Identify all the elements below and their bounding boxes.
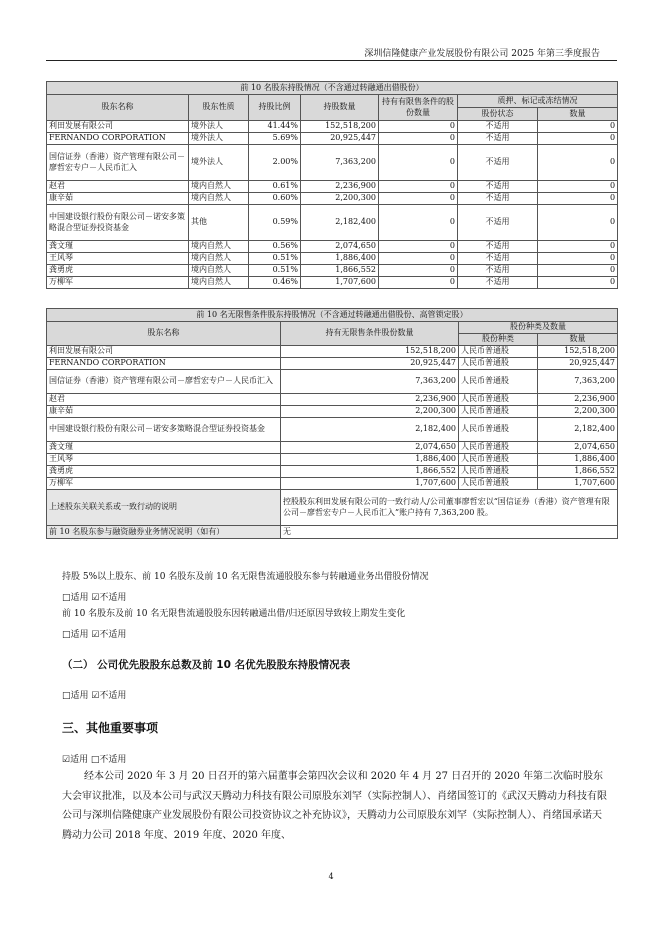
share-count: 2,074,650 bbox=[538, 442, 618, 454]
pledge-status: 不适用 bbox=[458, 133, 538, 145]
relation-text: 控股股东利田发展有限公司的一致行动人/公司董事廖哲宏以“国信证券（香港）资产管理有限公司－廖哲宏专户－人民币汇入”账户持有 7,363,200 股。 bbox=[281, 490, 618, 526]
col2-qty: 持有无限售条件股份数量 bbox=[281, 322, 459, 346]
holding-qty: 7,363,200 bbox=[301, 145, 379, 181]
pledge-count: 0 bbox=[538, 121, 618, 133]
restricted-qty: 0 bbox=[379, 181, 458, 193]
col-qty: 持股数量 bbox=[301, 95, 379, 121]
shareholder-name: 中国建设银行股份有限公司－诺安多策略混合型证券投资基金 bbox=[47, 205, 189, 241]
table-row bbox=[47, 394, 618, 406]
shareholder-nature: 境内自然人 bbox=[189, 253, 249, 265]
holding-qty: 1,886,400 bbox=[301, 253, 379, 265]
note-lending-change: 前 10 名股东及前 10 名无限售流通股股东因转融通出借/归还原因导致较上期发生变化 bbox=[62, 609, 406, 619]
unrestricted-qty: 2,074,650 bbox=[281, 442, 459, 454]
pledge-count: 0 bbox=[538, 205, 618, 241]
share-count: 2,182,400 bbox=[538, 418, 618, 442]
holding-ratio: 41.44% bbox=[249, 121, 301, 133]
holding-qty: 2,074,650 bbox=[301, 241, 379, 253]
shareholder-name: 龚文瑾 bbox=[47, 241, 189, 253]
share-type: 人民币普通股 bbox=[459, 358, 538, 370]
pledge-count: 0 bbox=[538, 181, 618, 193]
unrestricted-qty: 1,886,400 bbox=[281, 454, 459, 466]
table-row bbox=[47, 181, 618, 193]
unrestricted-qty: 1,707,600 bbox=[281, 478, 459, 490]
restricted-qty: 0 bbox=[379, 145, 458, 181]
col-nature: 股东性质 bbox=[189, 95, 249, 121]
col2-type-group: 股份种类及数量 bbox=[459, 322, 618, 334]
pledge-status: 不适用 bbox=[458, 253, 538, 265]
table-row bbox=[47, 418, 618, 442]
restricted-qty: 0 bbox=[379, 193, 458, 205]
shareholder-nature: 境内自然人 bbox=[189, 181, 249, 193]
pledge-count: 0 bbox=[538, 265, 618, 277]
table-row bbox=[47, 370, 618, 394]
table-row bbox=[47, 193, 618, 205]
share-type: 人民币普通股 bbox=[459, 370, 538, 394]
section2-options: □适用 ☑不适用 bbox=[62, 691, 127, 701]
share-type: 人民币普通股 bbox=[459, 346, 538, 358]
unrestricted-qty: 7,363,200 bbox=[281, 370, 459, 394]
shareholder-name: 万柳军 bbox=[47, 478, 281, 490]
pledge-status: 不适用 bbox=[458, 241, 538, 253]
table-row bbox=[47, 121, 618, 133]
table-row bbox=[47, 406, 618, 418]
table-row bbox=[47, 346, 618, 358]
pledge-status: 不适用 bbox=[458, 277, 538, 289]
shareholder-nature: 境内自然人 bbox=[189, 277, 249, 289]
unrestricted-qty: 1,866,552 bbox=[281, 466, 459, 478]
section3-body: 经本公司 2020 年 3 月 20 日召开的第六届董事会第四次会议和 2020 年 4 月 27 日召开的 2020 年第二次临时股东大会审议批准，以及本公司与武汉天腾动力科技有限公司原股东刘罕（实际控制人）、肖绪国签订的《武汉天腾动力科技有限公司与深圳信隆健康产业发展股份有限公司投资协议之补充协议》，天腾动力公司原股东刘罕（实际控制人）、肖绪国承诺天腾动力公司 2018 年度、2019 年度、2020 年度、 bbox=[62, 771, 607, 841]
holding-qty: 1,707,600 bbox=[301, 277, 379, 289]
pledge-count: 0 bbox=[538, 193, 618, 205]
share-count: 7,363,200 bbox=[538, 370, 618, 394]
table-row bbox=[47, 478, 618, 490]
holding-ratio: 5.69% bbox=[249, 133, 301, 145]
holding-qty: 2,200,300 bbox=[301, 193, 379, 205]
holding-ratio: 2.00% bbox=[249, 145, 301, 181]
table-row bbox=[47, 265, 618, 277]
holding-ratio: 0.61% bbox=[249, 181, 301, 193]
shareholder-nature: 境内自然人 bbox=[189, 265, 249, 277]
col-status: 股份状态 bbox=[458, 108, 538, 121]
shareholder-name: FERNANDO CORPORATION bbox=[47, 358, 281, 370]
header-rule bbox=[46, 60, 617, 61]
top10-unrestricted-table bbox=[46, 308, 618, 539]
table-row bbox=[47, 241, 618, 253]
shareholder-nature: 境外法人 bbox=[189, 145, 249, 181]
holding-qty: 20,925,447 bbox=[301, 133, 379, 145]
table-row bbox=[47, 253, 618, 265]
share-type: 人民币普通股 bbox=[459, 466, 538, 478]
share-type: 人民币普通股 bbox=[459, 442, 538, 454]
top10-shareholders-table bbox=[46, 81, 618, 289]
pledge-status: 不适用 bbox=[458, 193, 538, 205]
col2-name: 股东名称 bbox=[47, 322, 281, 346]
pledge-status: 不适用 bbox=[458, 265, 538, 277]
holding-qty: 2,182,400 bbox=[301, 205, 379, 241]
margin-text: 无 bbox=[281, 526, 618, 539]
restricted-qty: 0 bbox=[379, 253, 458, 265]
unrestricted-qty: 2,200,300 bbox=[281, 406, 459, 418]
restricted-qty: 0 bbox=[379, 133, 458, 145]
shareholder-name: 赵君 bbox=[47, 181, 189, 193]
table-row bbox=[47, 277, 618, 289]
shareholder-name: 康辛茹 bbox=[47, 406, 281, 418]
shareholder-name: 中国建设银行股份有限公司－诺安多策略混合型证券投资基金 bbox=[47, 418, 281, 442]
col2-type: 股份种类 bbox=[459, 334, 538, 346]
shareholder-name: 利田发展有限公司 bbox=[47, 346, 281, 358]
unrestricted-qty: 152,518,200 bbox=[281, 346, 459, 358]
page-number: 4 bbox=[328, 872, 334, 881]
shareholder-name: 王风琴 bbox=[47, 454, 281, 466]
share-type: 人民币普通股 bbox=[459, 454, 538, 466]
col-count: 数量 bbox=[538, 108, 618, 121]
report-header: 深圳信隆健康产业发展股份有限公司 2025 年第三季度报告 bbox=[364, 49, 600, 59]
table1-title: 前 10 名股东持股情况（不含通过转融通出借股份） bbox=[47, 82, 618, 95]
holding-ratio: 0.56% bbox=[249, 241, 301, 253]
share-count: 1,707,600 bbox=[538, 478, 618, 490]
shareholder-nature: 境外法人 bbox=[189, 133, 249, 145]
table-row bbox=[47, 466, 618, 478]
share-count: 1,886,400 bbox=[538, 454, 618, 466]
note-securities-lending: 持股 5%以上股东、前 10 名股东及前 10 名无限售流通股股东参与转融通业务出借股份情况 bbox=[62, 572, 429, 582]
shareholder-name: 龚勇虎 bbox=[47, 265, 189, 277]
holding-qty: 152,518,200 bbox=[301, 121, 379, 133]
table-row bbox=[47, 133, 618, 145]
pledge-count: 0 bbox=[538, 145, 618, 181]
table-row bbox=[47, 454, 618, 466]
holding-ratio: 0.59% bbox=[249, 205, 301, 241]
col-name: 股东名称 bbox=[47, 95, 189, 121]
shareholder-name: 国信证券（香港）资产管理有限公司－廖哲宏专户－人民币汇入 bbox=[47, 145, 189, 181]
pledge-count: 0 bbox=[538, 253, 618, 265]
share-type: 人民币普通股 bbox=[459, 394, 538, 406]
relation-label: 上述股东关联关系或一致行动的说明 bbox=[47, 490, 281, 526]
shareholder-nature: 境内自然人 bbox=[189, 241, 249, 253]
restricted-qty: 0 bbox=[379, 241, 458, 253]
table-row bbox=[47, 205, 618, 241]
section3-options: ☑适用 □不适用 bbox=[62, 755, 127, 765]
pledge-status: 不适用 bbox=[458, 145, 538, 181]
share-type: 人民币普通股 bbox=[459, 406, 538, 418]
holding-qty: 2,236,900 bbox=[301, 181, 379, 193]
pledge-count: 0 bbox=[538, 277, 618, 289]
shareholder-name: 利田发展有限公司 bbox=[47, 121, 189, 133]
pledge-status: 不适用 bbox=[458, 205, 538, 241]
table-row bbox=[47, 442, 618, 454]
pledge-count: 0 bbox=[538, 241, 618, 253]
share-count: 2,200,300 bbox=[538, 406, 618, 418]
shareholder-nature: 境外法人 bbox=[189, 121, 249, 133]
margin-label: 前 10 名股东参与融资融券业务情况说明（如有） bbox=[47, 526, 281, 539]
section3-title: 三、其他重要事项 bbox=[62, 721, 159, 735]
restricted-qty: 0 bbox=[379, 121, 458, 133]
share-count: 1,866,552 bbox=[538, 466, 618, 478]
share-count: 2,236,900 bbox=[538, 394, 618, 406]
shareholder-name: 赵君 bbox=[47, 394, 281, 406]
restricted-qty: 0 bbox=[379, 277, 458, 289]
section2-title: （二） 公司优先股股东总数及前 10 名优先股股东持股情况表 bbox=[62, 659, 351, 671]
pledge-status: 不适用 bbox=[458, 181, 538, 193]
unrestricted-qty: 2,182,400 bbox=[281, 418, 459, 442]
shareholder-name: 康辛茹 bbox=[47, 193, 189, 205]
share-type: 人民币普通股 bbox=[459, 418, 538, 442]
unrestricted-qty: 2,236,900 bbox=[281, 394, 459, 406]
share-count: 20,925,447 bbox=[538, 358, 618, 370]
note2-options: □适用 ☑不适用 bbox=[62, 630, 127, 640]
note1-options: □适用 ☑不适用 bbox=[62, 593, 127, 603]
table-row bbox=[47, 358, 618, 370]
shareholder-name: 万柳军 bbox=[47, 277, 189, 289]
shareholder-name: FERNANDO CORPORATION bbox=[47, 133, 189, 145]
holding-ratio: 0.60% bbox=[249, 193, 301, 205]
holding-ratio: 0.51% bbox=[249, 265, 301, 277]
unrestricted-qty: 20,925,447 bbox=[281, 358, 459, 370]
col-restricted: 持有有限售条件的股份数量 bbox=[379, 95, 458, 121]
shareholder-name: 龚文瑾 bbox=[47, 442, 281, 454]
table2-title: 前 10 名无限售条件股东持股情况（不含通过转融通出借股份、高管锁定股） bbox=[47, 309, 618, 322]
shareholder-nature: 其他 bbox=[189, 205, 249, 241]
pledge-status: 不适用 bbox=[458, 121, 538, 133]
share-type: 人民币普通股 bbox=[459, 478, 538, 490]
shareholder-name: 龚勇虎 bbox=[47, 466, 281, 478]
shareholder-nature: 境内自然人 bbox=[189, 193, 249, 205]
holding-ratio: 0.51% bbox=[249, 253, 301, 265]
shareholder-name: 国信证券（香港）资产管理有限公司－廖哲宏专户－人民币汇入 bbox=[47, 370, 281, 394]
holding-ratio: 0.46% bbox=[249, 277, 301, 289]
pledge-count: 0 bbox=[538, 133, 618, 145]
restricted-qty: 0 bbox=[379, 265, 458, 277]
shareholder-name: 王风琴 bbox=[47, 253, 189, 265]
holding-qty: 1,866,552 bbox=[301, 265, 379, 277]
col-ratio: 持股比例 bbox=[249, 95, 301, 121]
restricted-qty: 0 bbox=[379, 205, 458, 241]
col2-count: 数量 bbox=[538, 334, 618, 346]
share-count: 152,518,200 bbox=[538, 346, 618, 358]
col-pledge: 质押、标记或冻结情况 bbox=[458, 95, 618, 108]
table-row bbox=[47, 145, 618, 181]
